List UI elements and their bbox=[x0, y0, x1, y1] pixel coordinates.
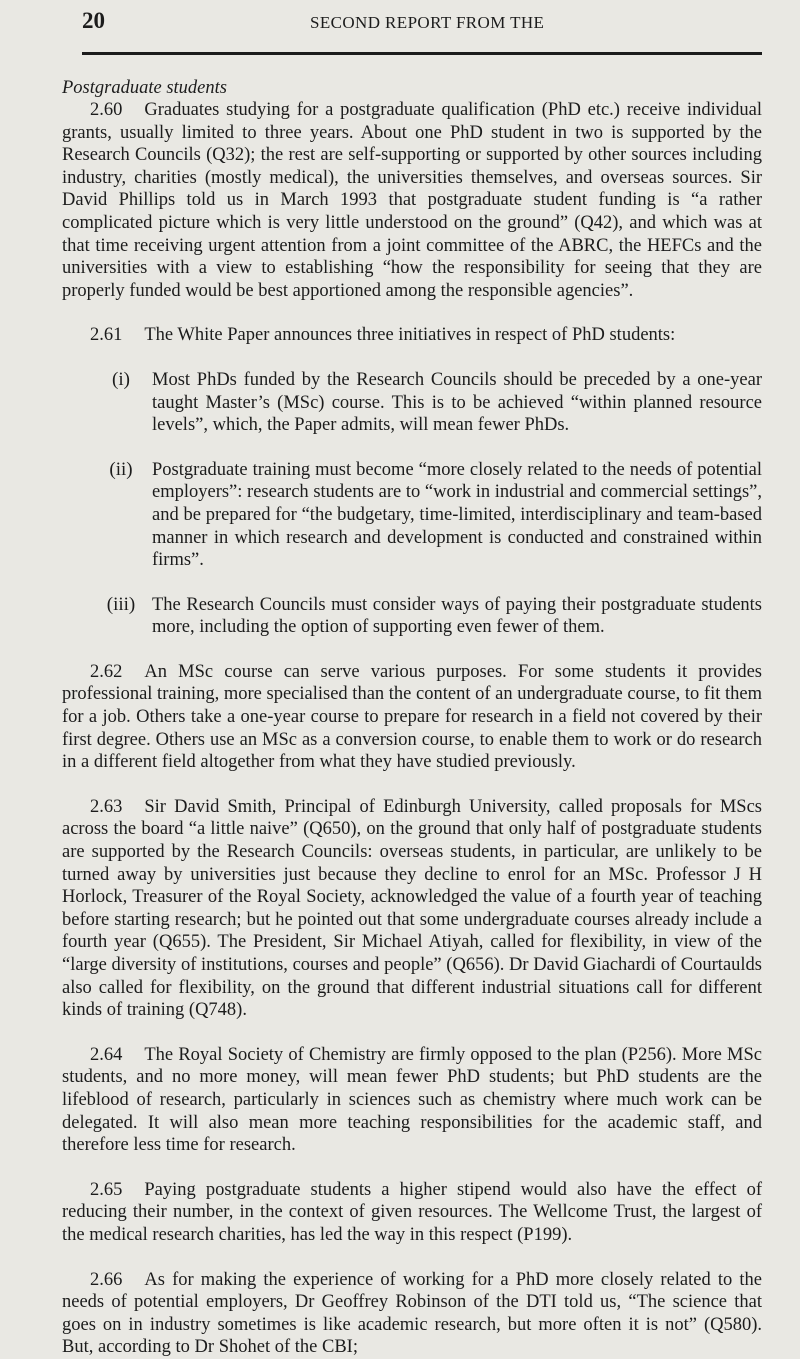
paragraph-number: 2.63 bbox=[90, 796, 123, 817]
paragraph-2-61 bbox=[62, 324, 762, 347]
paragraph-text: Graduates studying for a postgraduate qualification (PhD etc.) receive individual grants, usually limited to three years. About one PhD student in two is supported by the Research Councils (Q32); the rest are self-supporting or supported by other sources including industry, charities (mostly medical), the universities themselves, and overseas sources. Sir David Phillips told us in March 1993 that postgraduate student funding is “a rather complicated picture which is very little understood on the ground” (Q42), and which was at that time receiving urgent attention from a joint committee of the ABRC, the HEFCs and the universities with a view to establishing “how the responsibility for seeing that they are properly funded would be best apportioned among the responsible agencies”. bbox=[62, 100, 762, 301]
initiative-item bbox=[62, 369, 762, 437]
paragraph-text: An MSc course can serve various purposes. For some students it provides professional training, more specialised than the content of an undergraduate course, to fit them for a job. Others take a one-year course to prepare for research in a field not covered by their first degree. Others use an MSc as a conversion course, to enable them to work or do research in a different field altogether from what they have studied previously. bbox=[62, 661, 762, 773]
header-rule bbox=[82, 52, 762, 55]
paragraph-text: The White Paper announces three initiatives in respect of PhD students: bbox=[144, 325, 676, 346]
paragraph-text: The Royal Society of Chemistry are firmly opposed to the plan (P256). More MSc students, and no more money, will mean fewer PhD students; but PhD students are the lifeblood of research, particularly in sciences such as chemistry where much work can be delegated. It will also mean more teaching responsibilities for the academic staff, and therefore less time for research. bbox=[62, 1044, 762, 1156]
initiative-item bbox=[62, 459, 762, 572]
paragraph-number: 2.61 bbox=[90, 325, 123, 346]
paragraph-number: 2.65 bbox=[90, 1179, 123, 1200]
initiative-label: (ii) bbox=[109, 458, 133, 480]
running-head: SECOND REPORT FROM THE bbox=[310, 13, 545, 32]
page-number: 20 bbox=[82, 8, 105, 33]
paragraph-text: Paying postgraduate students a higher stipend would also have the effect of reducing their number, in the context of given resources. The Wellcome Trust, the largest of the medical research charities, has led the way in this respect (P199). bbox=[62, 1179, 762, 1245]
paragraph-2-62 bbox=[62, 661, 762, 774]
paragraph-2-63 bbox=[62, 796, 762, 1022]
initiative-text: The Research Councils must consider ways of paying their postgraduate students more, including the option of supporting even fewer of them. bbox=[152, 594, 762, 638]
paragraph-text: Sir David Smith, Principal of Edinburgh University, called proposals for MScs across the board “a little naive” (Q650), on the ground that only half of postgraduate students are supported by the Research Councils: overseas students, in particular, are unlikely to be turned away by universities just because they decline to enrol for an MSc. Professor J H Horlock, Treasurer of the Royal Society, acknowledged the value of a fourth year of teaching before starting research; but he pointed out that some undergraduate courses already include a fourth year (Q655). The President, Sir Michael Atiyah, called for flexibility, in view of the “large diversity of institutions, courses and people” (Q656). Dr David Giachardi of Courtaulds also called for flexibility, on the ground that different industrial situations call for different kinds of training (Q748). bbox=[62, 796, 762, 1021]
paragraph-text: As for making the experience of working for a PhD more closely related to the needs of potential employers, Dr Geoffrey Robinson of the DTI told us, “The science that goes on in industry sometimes is like academic research, but more often it is not” (Q580). But, according to Dr Shohet of the CBI; bbox=[62, 1269, 762, 1358]
initiative-label: (i) bbox=[112, 368, 130, 390]
paragraph-number: 2.66 bbox=[90, 1269, 123, 1290]
initiative-label: (iii) bbox=[106, 593, 136, 615]
initiative-text: Postgraduate training must become “more closely related to the needs of potential employers”: research students are to “work in industrial and commercial settings”, and be prepared for “the budgetary, time-limited, interdisciplinary and team-based manner in which research and development is conducted and constrained within firms”. bbox=[152, 459, 762, 571]
paragraph-2-60 bbox=[62, 99, 762, 302]
section-heading: Postgraduate students bbox=[62, 78, 227, 98]
initiative-text: Most PhDs funded by the Research Councils should be preceded by a one-year taught Master’s (MSc) course. This is to be achieved “within planned resource levels”, which, the Paper admits, will mean fewer PhDs. bbox=[152, 369, 762, 436]
paragraph-2-66 bbox=[62, 1269, 762, 1359]
initiative-item bbox=[62, 594, 762, 639]
paragraph-2-65 bbox=[62, 1179, 762, 1247]
page-header bbox=[62, 8, 762, 42]
paragraph-number: 2.60 bbox=[90, 100, 123, 120]
paragraph-number: 2.64 bbox=[90, 1044, 123, 1065]
paragraph-2-64 bbox=[62, 1044, 762, 1157]
paragraph-number: 2.62 bbox=[90, 661, 123, 682]
